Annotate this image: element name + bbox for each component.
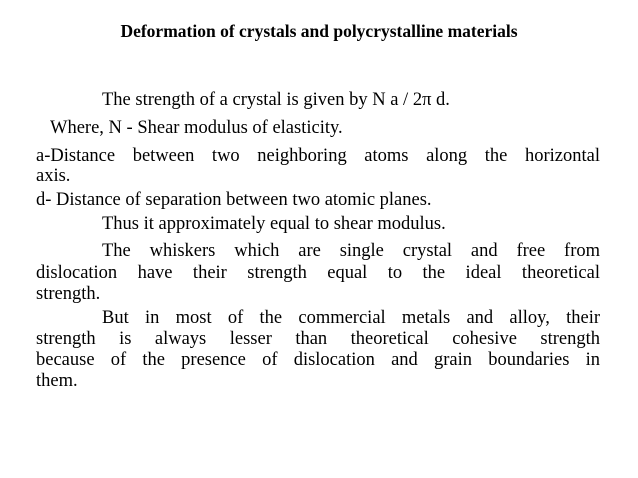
a-definition-line-1: a-Distance between two neighboring atoms along the horizontal [36,146,600,166]
a-definition-line-2: axis. [36,166,71,186]
but-line-3: because of the presence of dislocation and grain boundaries in [36,350,600,370]
but-line-4: them. [36,371,78,391]
where-n-definition: Where, N - Shear modulus of elasticity. [50,118,343,138]
whiskers-line-3: strength. [36,284,101,304]
slide-title: Deformation of crystals and polycrystalline materials [120,21,518,41]
d-definition: d- Distance of separation between two atomic planes. [36,190,432,210]
but-line-1: But in most of the commercial metals and alloy, their [102,308,600,328]
thus-line: Thus it approximately equal to shear modulus. [102,214,446,234]
strength-formula-line: The strength of a crystal is given by N a / 2π d. [102,90,450,110]
whiskers-line-1: The whiskers which are single crystal and free from [102,241,600,261]
but-line-2: strength is always lesser than theoretical cohesive strength [36,329,600,349]
whiskers-line-2: dislocation have their strength equal to the ideal theoretical [36,263,600,283]
